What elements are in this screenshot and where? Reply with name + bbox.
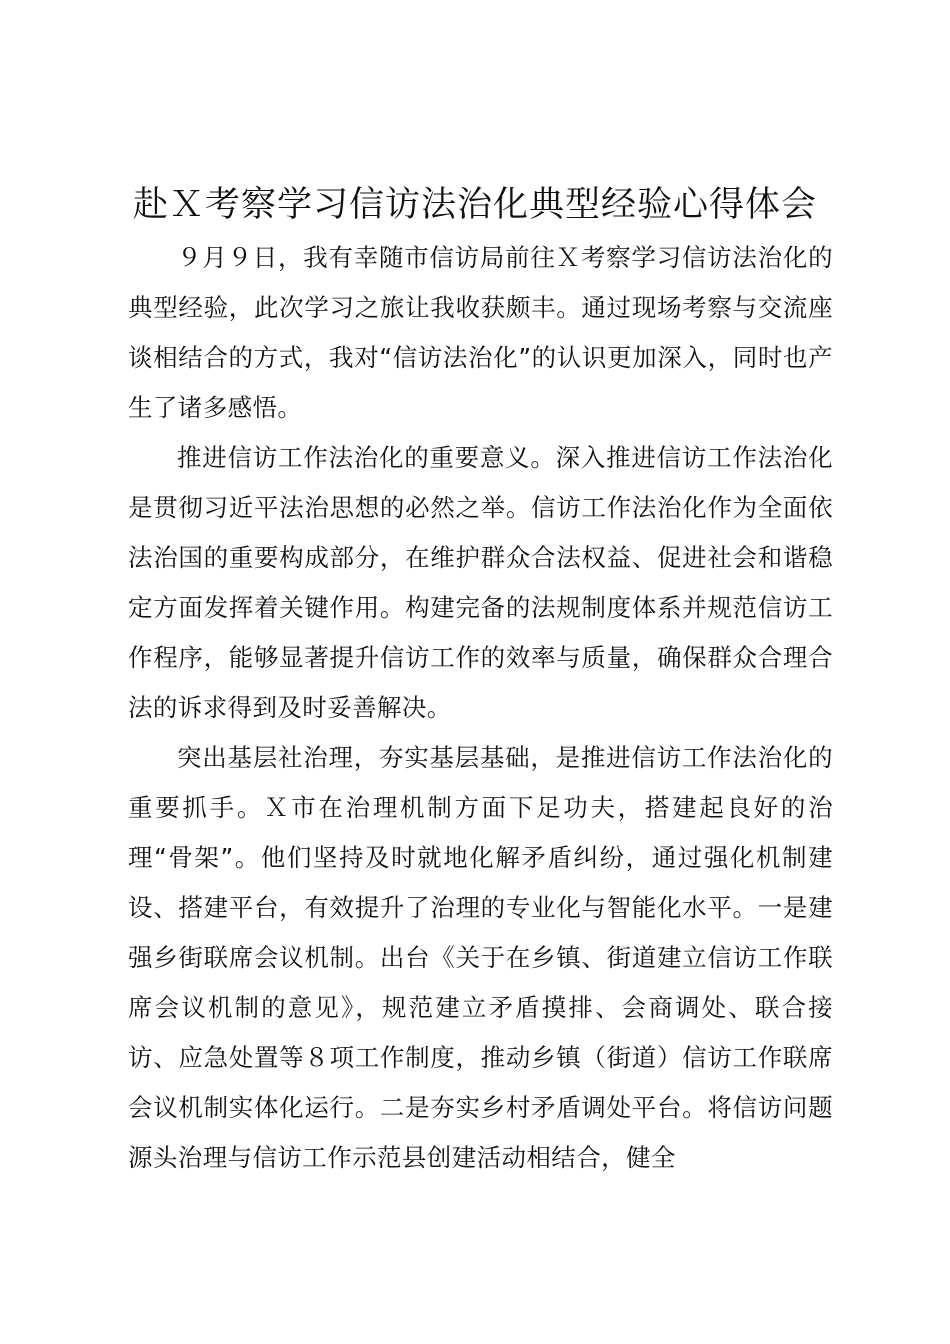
document-title: 赴Ｘ考察学习信访法治化典型经验心得体会 [132, 185, 817, 225]
paragraph-3: 突出基层社治理，夯实基层基础，是推进信访工作法治化的重要抓手。Ｘ市在治理机制方面下足功夫，搭建起良好的治理“骨架”。他们坚持及时就地化解矛盾纠纷，通过强化机制建设、搭建平台，有效提升了治理的专业化与智能化水平。一是建强乡街联席会议机制。出台《关于在乡镇、街道建立信访工作联席会议机制的意见》，规范建立矛盾摸排、会商调处、联合接访、应急处置等８项工作制度，推动乡镇（街道）信访工作联席会议机制实体化运行。二是夯实乡村矛盾调处平台。将信访问题源头治理与信访工作示范县创建活动相结合，健全 [128, 743, 833, 1172]
paragraph-2: 推进信访工作法治化的重要意义。深入推进信访工作法治化是贯彻习近平法治思想的必然之举。信访工作法治化作为全面依法治国的重要构成部分，在维护群众合法权益、促进社会和谐稳定方面发挥着关键作用。构建完备的法规制度体系并规范信访工作程序，能够显著提升信访工作的效率与质量，确保群众合理合法的诉求得到及时妥善解决。 [128, 443, 833, 722]
document-body [128, 233, 833, 1183]
paragraph-1: ９月９日，我有幸随市信访局前往Ｘ考察学习信访法治化的典型经验，此次学习之旅让我收获颇丰。通过现场考察与交流座谈相结合的方式，我对“信访法治化”的认识更加深入，同时也产生了诸多感悟。 [128, 243, 833, 422]
